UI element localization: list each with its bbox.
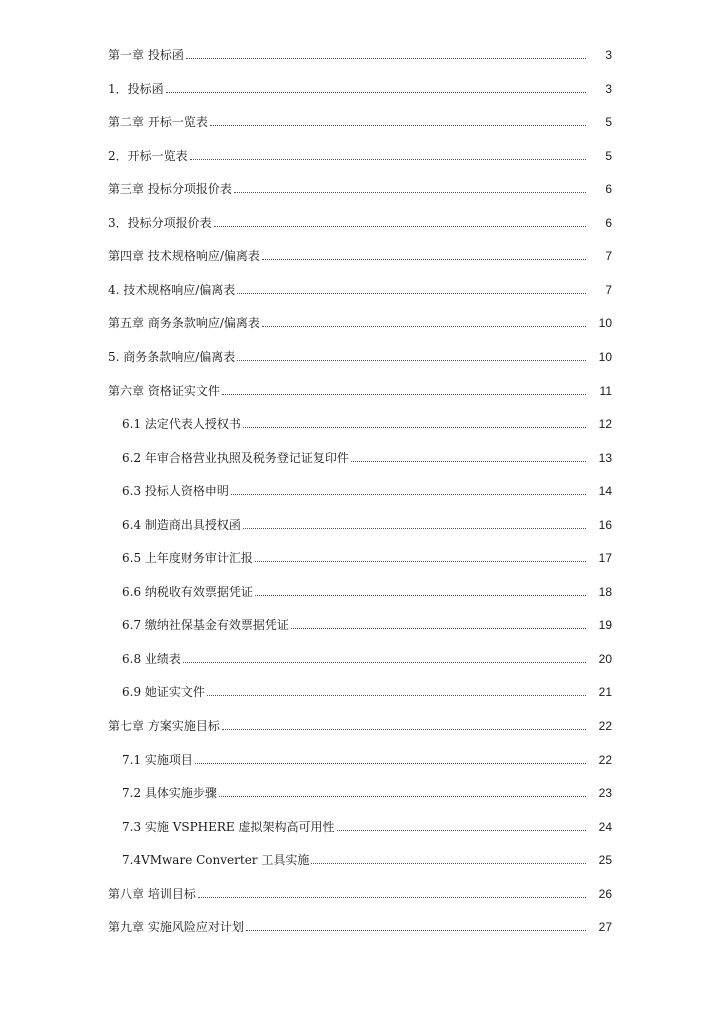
toc-entry[interactable] xyxy=(122,646,612,666)
toc-entry[interactable] xyxy=(122,445,612,465)
toc-entry-title: 7.4VMware Converter 工具实施 xyxy=(122,853,310,868)
toc-entry[interactable] xyxy=(108,143,612,163)
toc-entry-title: 4. 技术规格响应/偏离表 xyxy=(108,282,236,297)
toc-entry-title: 6.9 她证实文件 xyxy=(122,685,205,700)
toc-dot-leader xyxy=(243,426,586,428)
toc-entry-page-number: 6 xyxy=(605,182,612,197)
toc-entry-page-number: 19 xyxy=(598,618,612,633)
toc-entry-title: 第三章 投标分项报价表 xyxy=(108,182,232,197)
toc-entry-title: 7.2 具体实施步骤 xyxy=(122,786,217,801)
toc-dot-leader xyxy=(231,493,586,495)
toc-entry-title: 7.1 实施项目 xyxy=(122,752,193,767)
toc-entry-title: 6.7 缴纳社保基金有效票据凭证 xyxy=(122,618,289,633)
toc-entry-page-number: 7 xyxy=(605,249,612,264)
toc-entry-page-number: 10 xyxy=(598,349,612,364)
toc-entry-title: 1．投标函 xyxy=(108,81,164,96)
toc-entry-page-number: 22 xyxy=(598,719,612,733)
toc-entry-title: 6.8 业绩表 xyxy=(122,651,181,666)
toc-entry[interactable] xyxy=(122,512,612,532)
toc-entry[interactable] xyxy=(108,344,612,364)
toc-dot-leader xyxy=(291,627,586,629)
toc-dot-leader xyxy=(195,762,586,764)
toc-dot-leader xyxy=(210,124,586,126)
toc-entry-title: 6.5 上年度财务审计汇报 xyxy=(122,551,253,566)
toc-entry[interactable] xyxy=(108,914,612,934)
toc-dot-leader xyxy=(237,292,586,294)
toc-dot-leader xyxy=(190,158,586,160)
toc-entry-title: 第六章 资格证实文件 xyxy=(108,383,220,398)
toc-entry-page-number: 20 xyxy=(598,651,612,666)
toc-entry[interactable] xyxy=(122,747,612,767)
toc-entry[interactable] xyxy=(108,378,612,398)
toc-dot-leader xyxy=(351,460,586,462)
toc-dot-leader xyxy=(222,728,586,730)
toc-dot-leader xyxy=(198,896,586,898)
toc-dot-leader xyxy=(255,594,586,596)
toc-entry[interactable] xyxy=(108,210,612,230)
toc-dot-leader xyxy=(262,325,586,327)
toc-entry-page-number: 3 xyxy=(605,48,612,62)
toc-entry-title: 7.3 实施 VSPHERE 虚拟架构高可用性 xyxy=(122,819,335,834)
toc-entry-page-number: 12 xyxy=(598,417,612,431)
toc-dot-leader xyxy=(183,661,586,663)
toc-entry[interactable] xyxy=(108,881,612,901)
toc-entry-page-number: 14 xyxy=(598,484,612,499)
toc-entry-title: 5. 商务条款响应/偏离表 xyxy=(108,349,236,364)
toc-dot-leader xyxy=(337,829,586,831)
toc-entry[interactable] xyxy=(108,109,612,129)
toc-dot-leader xyxy=(246,929,586,931)
toc-entry-page-number: 5 xyxy=(605,148,612,163)
toc-dot-leader xyxy=(166,91,586,93)
toc-dot-leader xyxy=(234,191,586,193)
toc-entry-title: 第一章 投标函 xyxy=(108,48,184,62)
toc-entry-title: 第七章 方案实施目标 xyxy=(108,719,220,733)
toc-entry-page-number: 5 xyxy=(605,115,612,130)
toc-entry-page-number: 7 xyxy=(605,282,612,297)
toc-dot-leader xyxy=(243,527,586,529)
toc-entry[interactable] xyxy=(108,243,612,263)
toc-entry-page-number: 22 xyxy=(598,752,612,767)
toc-entry[interactable] xyxy=(108,713,612,733)
toc-entry-title: 第五章 商务条款响应/偏离表 xyxy=(108,316,260,331)
toc-entry[interactable] xyxy=(122,478,612,498)
toc-entry[interactable] xyxy=(122,780,612,800)
toc-entry-title: 6.2 年审合格营业执照及税务登记证复印件 xyxy=(122,450,349,465)
toc-dot-leader xyxy=(262,258,586,260)
toc-entry[interactable] xyxy=(108,76,612,96)
toc-dot-leader xyxy=(222,393,586,395)
toc-dot-leader xyxy=(311,862,586,864)
toc-entry-page-number: 16 xyxy=(598,517,612,532)
toc-entry-page-number: 13 xyxy=(598,450,612,465)
toc-entry[interactable] xyxy=(122,579,612,599)
toc-entry-page-number: 18 xyxy=(598,584,612,599)
toc-entry-title: 6.1 法定代表人授权书 xyxy=(122,417,241,431)
toc-entry-page-number: 10 xyxy=(598,316,612,331)
toc-entry-page-number: 21 xyxy=(598,685,612,700)
toc-entry-title: 第四章 技术规格响应/偏离表 xyxy=(108,249,260,264)
toc-entry[interactable] xyxy=(122,612,612,632)
toc-entry[interactable] xyxy=(122,411,612,431)
toc-dot-leader xyxy=(214,225,586,227)
toc-entry-title: 第九章 实施风险应对计划 xyxy=(108,920,244,935)
toc-entry[interactable] xyxy=(122,814,612,834)
toc-entry[interactable] xyxy=(122,847,612,867)
toc-entry[interactable] xyxy=(108,42,612,62)
toc-dot-leader xyxy=(219,795,586,797)
toc-entry[interactable] xyxy=(108,176,612,196)
toc-entry-page-number: 27 xyxy=(598,920,612,935)
toc-dot-leader xyxy=(186,57,586,59)
toc-entry-page-number: 6 xyxy=(605,215,612,230)
toc-dot-leader xyxy=(237,359,586,361)
toc-entry-page-number: 25 xyxy=(598,853,612,868)
toc-entry-page-number: 3 xyxy=(605,81,612,96)
toc-entry-title: 6.3 投标人资格申明 xyxy=(122,484,229,499)
toc-entry-title: 6.4 制造商出具授权函 xyxy=(122,517,241,532)
toc-entry[interactable] xyxy=(108,310,612,330)
toc-entry-page-number: 11 xyxy=(599,383,612,398)
toc-entry-title: 第二章 开标一览表 xyxy=(108,115,208,130)
toc-entry-title: 2．开标一览表 xyxy=(108,148,188,163)
toc-entry[interactable] xyxy=(108,277,612,297)
toc-entry-page-number: 26 xyxy=(598,886,612,901)
toc-dot-leader xyxy=(255,560,586,562)
toc-entry[interactable] xyxy=(122,545,612,565)
toc-dot-leader xyxy=(207,694,586,696)
toc-entry-title: 6.6 纳税收有效票据凭证 xyxy=(122,584,253,599)
toc-entry-title: 第八章 培训目标 xyxy=(108,886,196,901)
toc-entry-page-number: 17 xyxy=(598,551,612,566)
toc-entry-page-number: 23 xyxy=(598,786,612,801)
toc-entry[interactable] xyxy=(122,679,612,699)
toc-entry-page-number: 24 xyxy=(598,819,612,834)
toc-entry-title: 3．投标分项报价表 xyxy=(108,215,212,230)
